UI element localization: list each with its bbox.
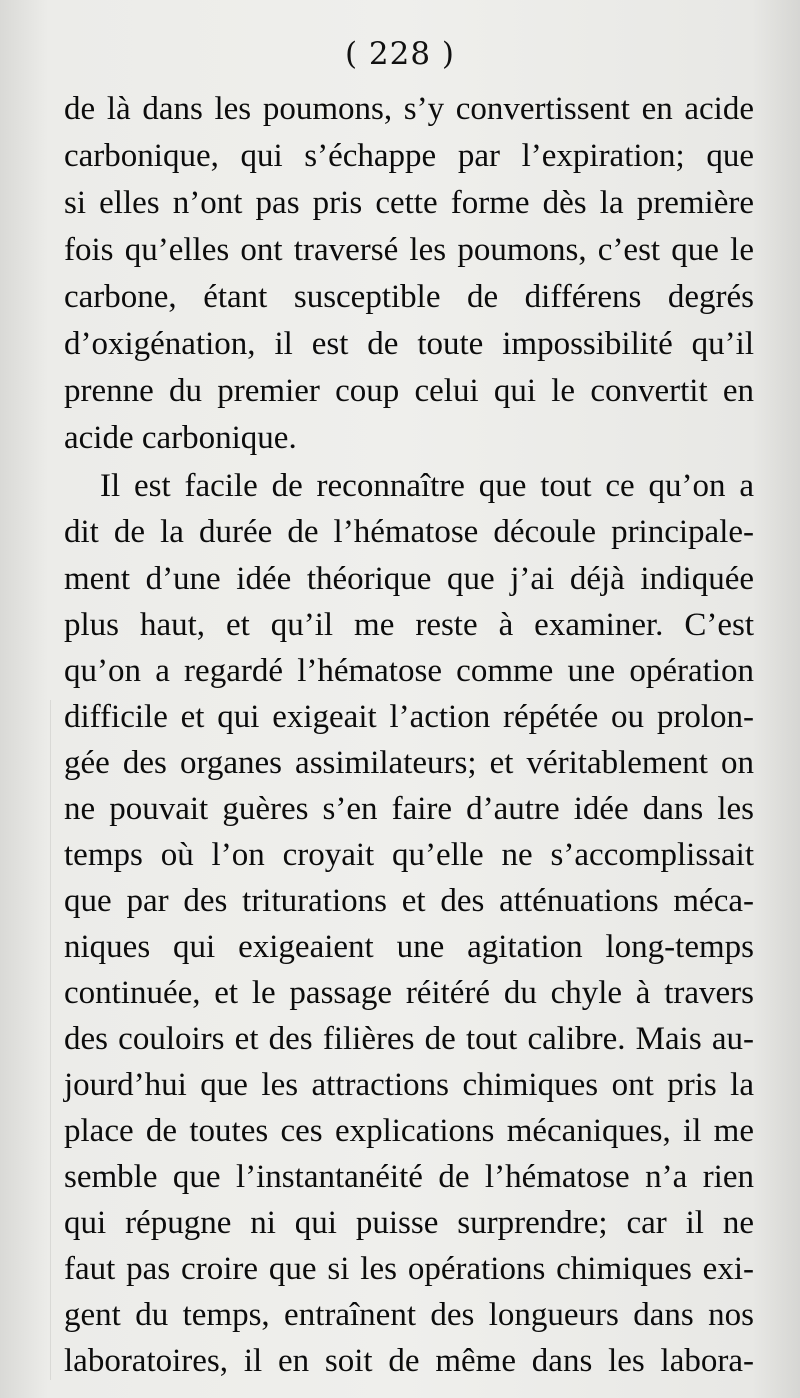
text-line: ne pouvait guères s’en faire d’autre idée dans les bbox=[64, 791, 754, 827]
text-line: d’oxigénation, il est de toute impossibilité qu’il bbox=[64, 326, 754, 362]
text-line: fois qu’elles ont traversé les poumons, c’est que le bbox=[64, 232, 754, 268]
text-line: niques qui exigeaient une agitation long-temps bbox=[64, 929, 754, 965]
text-line: laboratoires, il en soit de même dans les labora- bbox=[64, 1343, 754, 1379]
text-line: acide carbonique. bbox=[64, 420, 297, 456]
text-line: semble que l’instantanéité de l’hématose n’a rien bbox=[64, 1159, 754, 1195]
text-line: plus haut, et qu’il me reste à examiner. C’est bbox=[64, 607, 754, 643]
text-line: gent du temps, entraînent des longueurs dans nos bbox=[64, 1297, 754, 1333]
text-line: gée des organes assimilateurs; et véritablement on bbox=[64, 745, 754, 781]
page-number: ( 228 ) bbox=[344, 36, 456, 72]
paragraph-first-line: Il est facile de reconnaître que tout ce qu’on a bbox=[100, 468, 754, 504]
text-line: jourd’hui que les attractions chimiques ont pris la bbox=[64, 1067, 754, 1103]
text-line: prenne du premier coup celui qui le convertit en bbox=[64, 373, 754, 409]
text-line: dit de la durée de l’hématose découle principale- bbox=[64, 514, 754, 550]
text-line: continuée, et le passage réitéré du chyle à travers bbox=[64, 975, 754, 1011]
text-line: qu’on a regardé l’hématose comme une opération bbox=[64, 653, 754, 689]
text-line: ment d’une idée théorique que j’ai déjà indiquée bbox=[64, 561, 754, 597]
text-line: temps où l’on croyait qu’elle ne s’accomplissait bbox=[64, 837, 754, 873]
text-line: si elles n’ont pas pris cette forme dès la première bbox=[64, 185, 754, 221]
margin-rule bbox=[50, 700, 51, 1380]
text-line: des couloirs et des filières de tout calibre. Mais au- bbox=[64, 1021, 754, 1057]
text-line: place de toutes ces explications mécaniques, il me bbox=[64, 1113, 754, 1149]
text-line: faut pas croire que si les opérations chimiques exi- bbox=[64, 1251, 754, 1287]
text-line: difficile et qui exigeait l’action répétée ou prolon- bbox=[64, 699, 754, 735]
text-line: qui répugne ni qui puisse surprendre; car il ne bbox=[64, 1205, 754, 1241]
text-line: de là dans les poumons, s’y convertissent en acide bbox=[64, 91, 754, 127]
text-line: que par des triturations et des atténuations méca- bbox=[64, 883, 754, 919]
text-line: carbone, étant susceptible de différens degrés bbox=[64, 279, 754, 315]
text-line: carbonique, qui s’échappe par l’expiration; que bbox=[64, 138, 754, 174]
